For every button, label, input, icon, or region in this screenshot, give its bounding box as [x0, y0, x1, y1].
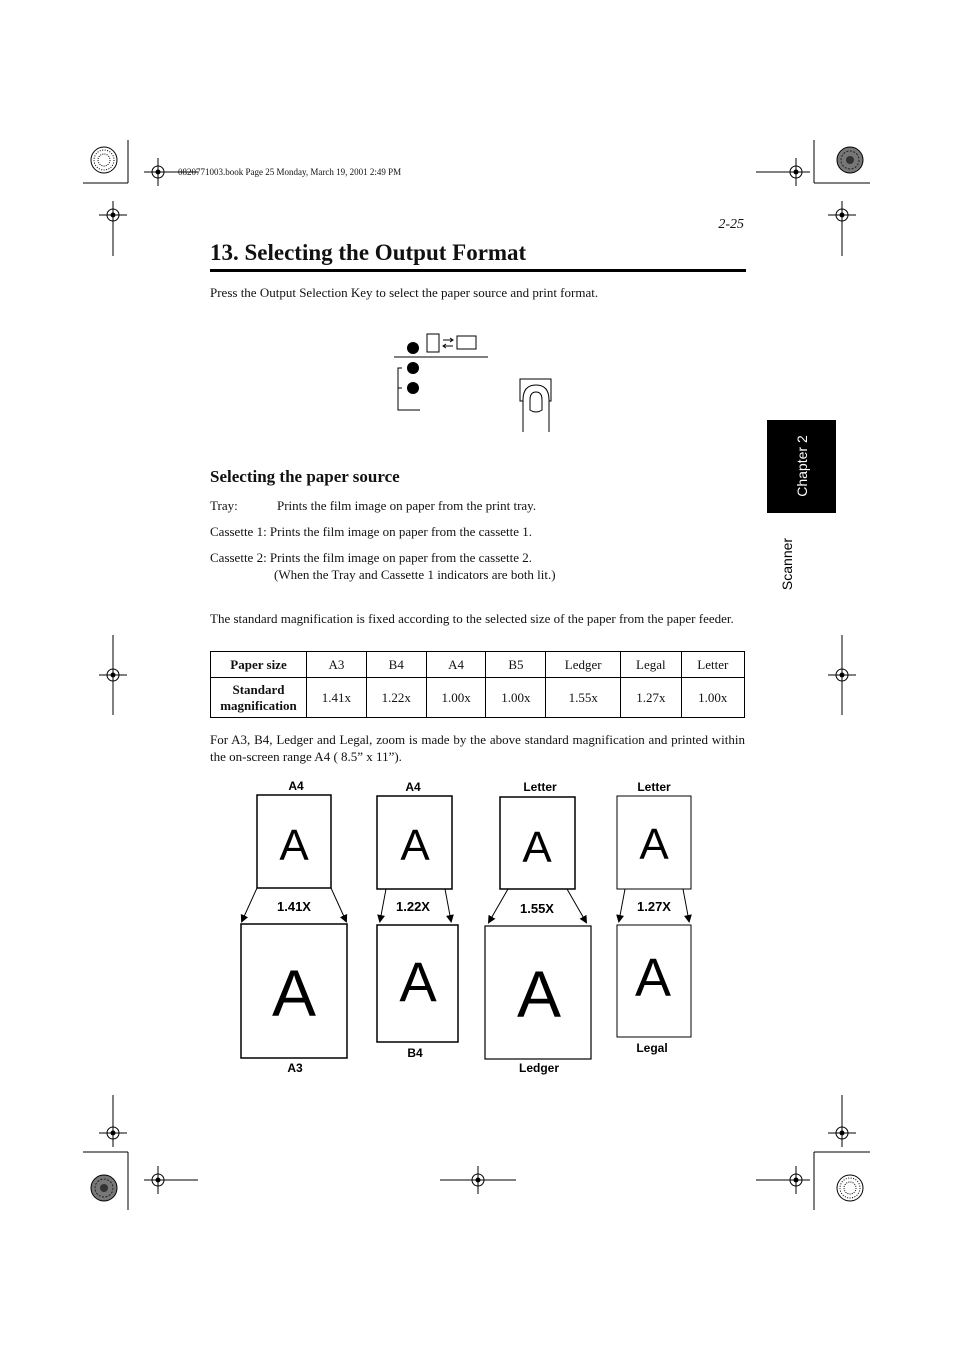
mag-cell: 1.55x: [546, 678, 621, 718]
target-size-label: Ledger: [518, 1061, 560, 1075]
target-size-label: Legal: [636, 1041, 668, 1055]
mag-cell: 1.22x: [366, 678, 426, 718]
zoom-factor: 1.27X: [637, 899, 671, 914]
tray-label: Tray:: [210, 498, 238, 513]
mag-cell: 1.00x: [681, 678, 744, 718]
magnification-text: The standard magnification is fixed according to the selected size of the paper from the paper feeder.: [210, 611, 734, 626]
target-glyph: A: [634, 948, 672, 1008]
size-cell: Legal: [621, 652, 682, 678]
zoom-group-a3: [241, 779, 347, 1075]
zoom-factor: 1.55X: [520, 901, 554, 916]
mag-cell: 1.41x: [307, 678, 367, 718]
target-size-label: B4: [407, 1046, 423, 1060]
source-glyph: A: [639, 820, 669, 869]
intro-text: Press the Output Selection Key to select the paper source and print format.: [210, 285, 599, 300]
size-cell: A4: [426, 652, 486, 678]
source-glyph: A: [279, 821, 309, 870]
cassette2-note: (When the Tray and Cassette 1 indicators are both lit.): [274, 567, 556, 582]
zoom-group-legal: [617, 780, 691, 1055]
target-glyph: A: [271, 956, 317, 1030]
zoom-group-b4: [377, 780, 458, 1060]
paper-source-heading: Selecting the paper source: [210, 467, 400, 486]
source-size-label: Letter: [523, 780, 557, 794]
size-cell: Ledger: [546, 652, 621, 678]
zoom-group-ledger: [485, 780, 591, 1075]
mag-cell: 1.00x: [426, 678, 486, 718]
cassette2-text: Cassette 2: Prints the film image on paper from the cassette 2.: [210, 550, 533, 565]
source-glyph: A: [522, 823, 552, 872]
page-number: 2-25: [718, 217, 744, 232]
mag-cell: 1.27x: [621, 678, 682, 718]
header-line: Standard: [232, 681, 285, 697]
source-glyph: A: [400, 821, 430, 870]
target-glyph: A: [399, 950, 437, 1013]
cassette1-text: Cassette 1: Prints the film image on paper from the cassette 1.: [210, 524, 533, 539]
zoom-factor: 1.41X: [277, 899, 311, 914]
page-title: 13. Selecting the Output Format: [210, 240, 527, 265]
print-info: 0820771003.book Page 25 Monday, March 19, 2001 2:49 PM: [178, 167, 402, 177]
target-size-label: A3: [287, 1061, 303, 1075]
section-tab-label: Scanner: [779, 537, 795, 591]
size-cell: Letter: [681, 652, 744, 678]
mag-cell: 1.00x: [486, 678, 546, 718]
zoom-text: For A3, B4, Ledger and Legal, zoom is made by the above standard magnification and printed within the on-screen range A4 ( 8.5” x 11”).: [210, 732, 745, 764]
header-line: magnification: [220, 697, 297, 713]
size-cell: B4: [366, 652, 426, 678]
zoom-factor: 1.22X: [396, 899, 430, 914]
source-size-label: A4: [405, 780, 421, 794]
size-cell: B5: [486, 652, 546, 678]
chapter-tab-label: Chapter 2: [794, 435, 810, 497]
source-size-label: Letter: [637, 780, 671, 794]
paper-size-header: Paper size: [211, 652, 307, 678]
source-size-label: A4: [288, 779, 304, 793]
tray-text: Prints the film image on paper from the print tray.: [277, 498, 537, 513]
size-cell: A3: [307, 652, 367, 678]
target-glyph: A: [516, 957, 562, 1031]
